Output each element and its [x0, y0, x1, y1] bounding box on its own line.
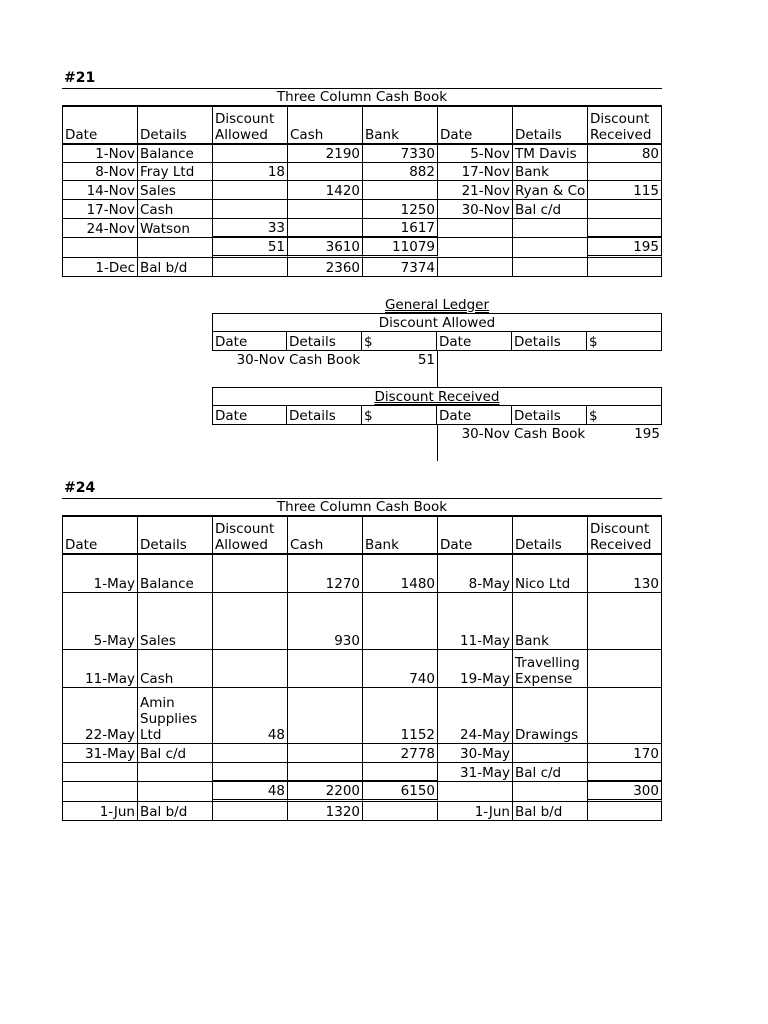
- cb21-bank: [363, 181, 438, 200]
- table-row: [62, 688, 662, 744]
- table-row: [62, 219, 662, 238]
- cb21-header-details-credit: Details: [513, 107, 588, 145]
- cb21-credit-date: 30-Nov: [438, 200, 513, 219]
- cb21-credit-details: Bal c/d: [513, 200, 588, 219]
- cb24-bank: [363, 593, 438, 650]
- cb24-title-row: [62, 498, 662, 517]
- exercise-24-label: #24: [64, 480, 96, 496]
- cb21-discount: [213, 145, 288, 163]
- cb24-total-discount-received: 300: [588, 782, 662, 802]
- cb21-credit-details: TM Davis: [513, 145, 588, 163]
- cb24-credit-details: Nico Ltd: [513, 555, 588, 593]
- cb24-date: 22-May: [62, 688, 138, 744]
- cb24-credit-date: 24-May: [438, 688, 513, 744]
- dr-entry-amount: 195: [634, 426, 660, 442]
- dr-header-details-credit: Details: [512, 406, 587, 425]
- cb24-cash: [288, 744, 363, 763]
- cb21-title: Three Column Cash Book: [62, 88, 662, 107]
- ledger-dr-title-row: [212, 387, 662, 406]
- cb24-credit-details: Travelling Expense: [513, 650, 588, 688]
- cb21-date: 24-Nov: [62, 219, 138, 238]
- cb21-cash: [288, 163, 363, 181]
- cb21-header-date-credit: Date: [438, 107, 513, 145]
- cb24-total-bank: 6150: [363, 782, 438, 802]
- cb24-discount: 48: [213, 688, 288, 744]
- cb21-bank: 1250: [363, 200, 438, 219]
- cb21-title-row: [62, 88, 662, 107]
- cb24-bank: 740: [363, 650, 438, 688]
- table-row: [62, 181, 662, 200]
- cb21-date: 1-Nov: [62, 145, 138, 163]
- dr-header-amount: $: [362, 406, 437, 425]
- cb21-totals-row: [62, 238, 662, 258]
- cb21-details: Watson: [138, 219, 213, 238]
- cb24-cash: [288, 763, 363, 782]
- da-header-amount-credit: $: [587, 332, 662, 351]
- cb21-credit-details: Ryan & Co: [513, 181, 588, 200]
- cb24-credit-details: Bal c/d: [513, 763, 588, 782]
- cb21-credit-discount: [588, 200, 662, 219]
- dr-t-account-divider: [437, 425, 438, 461]
- cb21-bank: 1617: [363, 219, 438, 238]
- da-entry-date: 30-Nov: [236, 352, 285, 368]
- cb21-total-bank: 11079: [363, 238, 438, 258]
- cb24-date: 31-May: [62, 744, 138, 763]
- cb21-discount: 33: [213, 219, 288, 238]
- cb21-header-bank: Bank: [363, 107, 438, 145]
- cb24-credit-discount: [588, 688, 662, 744]
- cb21-discount: [213, 200, 288, 219]
- ledger-title: General Ledger: [384, 297, 490, 313]
- ledger-title-row: [212, 295, 662, 313]
- cb21-header-details: Details: [138, 107, 213, 145]
- cb21-cash: 2190: [288, 145, 363, 163]
- cb24-credit-discount: [588, 650, 662, 688]
- dr-entry-details: Cash Book: [514, 426, 586, 442]
- cb24-balance-cash: 1320: [288, 802, 363, 821]
- table-row: [62, 145, 662, 163]
- cb24-bank: 1480: [363, 555, 438, 593]
- cb24-header-date: Date: [62, 517, 138, 555]
- cb21-header-cash: Cash: [288, 107, 363, 145]
- cb24-discount: [213, 744, 288, 763]
- cb24-details: [138, 763, 213, 782]
- cb24-balance-date: 1-Jun: [62, 802, 138, 821]
- cb21-credit-discount: 80: [588, 145, 662, 163]
- cb24-credit-date: 8-May: [438, 555, 513, 593]
- da-header-details-credit: Details: [512, 332, 587, 351]
- da-header-amount: $: [362, 332, 437, 351]
- cb21-credit-details: Bank: [513, 163, 588, 181]
- table-row: [62, 763, 662, 782]
- cb24-credit-date: 11-May: [438, 593, 513, 650]
- cb24-credit-details: Drawings: [513, 688, 588, 744]
- cb21-credit-details: [513, 219, 588, 238]
- cb24-cash: [288, 688, 363, 744]
- cb24-date: 11-May: [62, 650, 138, 688]
- table-row: [62, 200, 662, 219]
- cb24-details: Balance: [138, 555, 213, 593]
- dr-entry-date: 30-Nov: [461, 426, 510, 442]
- cb24-balance-credit-date: 1-Jun: [438, 802, 513, 821]
- cb21-bank: 7330: [363, 145, 438, 163]
- cb24-details: Amin Supplies Ltd: [138, 688, 213, 744]
- da-entry-details: Cash Book: [289, 352, 361, 368]
- dr-header-date-credit: Date: [437, 406, 512, 425]
- cb24-date: 1-May: [62, 555, 138, 593]
- cb24-credit-discount: [588, 593, 662, 650]
- cb24-details: Bal c/d: [138, 744, 213, 763]
- cb21-credit-date: 21-Nov: [438, 181, 513, 200]
- cb24-credit-date: 19-May: [438, 650, 513, 688]
- cb21-total-discount: 51: [213, 238, 288, 258]
- cb21-credit-date: 17-Nov: [438, 163, 513, 181]
- cb24-header-discount-allowed: Discount Allowed: [213, 517, 288, 555]
- cb24-bank: [363, 763, 438, 782]
- cb24-header-details: Details: [138, 517, 213, 555]
- cb24-credit-date: 31-May: [438, 763, 513, 782]
- table-row: [62, 163, 662, 181]
- cb21-cash: [288, 200, 363, 219]
- cb21-header-discount-allowed: Discount Allowed: [213, 107, 288, 145]
- da-entry-amount: 51: [417, 352, 435, 368]
- cb24-balance-row: [62, 802, 662, 821]
- cb21-details: Fray Ltd: [138, 163, 213, 181]
- cb24-header-discount-received: Discount Received: [588, 517, 662, 555]
- ledger-da-header-row: [212, 332, 662, 351]
- cb24-date: 5-May: [62, 593, 138, 650]
- cb21-date: 17-Nov: [62, 200, 138, 219]
- cb24-cash: 930: [288, 593, 363, 650]
- cb21-details: Balance: [138, 145, 213, 163]
- cb21-header-discount-received: Discount Received: [588, 107, 662, 145]
- da-header-details: Details: [287, 332, 362, 351]
- cb24-date: [62, 763, 138, 782]
- dr-header-amount-credit: $: [587, 406, 662, 425]
- table-row: [62, 593, 662, 650]
- cb24-discount: [213, 555, 288, 593]
- cb21-total-discount-received: 195: [588, 238, 662, 258]
- cb21-cash: 1420: [288, 181, 363, 200]
- cb21-date: 8-Nov: [62, 163, 138, 181]
- cb24-details: Sales: [138, 593, 213, 650]
- cb24-total-discount: 48: [213, 782, 288, 802]
- cb21-credit-date: 5-Nov: [438, 145, 513, 163]
- table-row: [62, 650, 662, 688]
- cb21-balance-row: [62, 258, 662, 277]
- ledger-dr-header-row: [212, 406, 662, 425]
- cb21-cash: [288, 219, 363, 238]
- cb24-header-bank: Bank: [363, 517, 438, 555]
- cb24-cash: [288, 650, 363, 688]
- cb21-balance-date: 1-Dec: [62, 258, 138, 277]
- dr-header-details: Details: [287, 406, 362, 425]
- cb24-title: Three Column Cash Book: [62, 498, 662, 517]
- cb24-discount: [213, 763, 288, 782]
- cb24-bank: 1152: [363, 688, 438, 744]
- cb21-balance-cash: 2360: [288, 258, 363, 277]
- cb21-header-row: [62, 107, 662, 145]
- ledger-da-title-row: [212, 313, 662, 332]
- cb24-discount: [213, 593, 288, 650]
- cb21-discount: [213, 181, 288, 200]
- cb21-total-cash: 3610: [288, 238, 363, 258]
- table-row: [62, 744, 662, 763]
- cb21-bank: 882: [363, 163, 438, 181]
- discount-received-title: Discount Received: [212, 387, 662, 406]
- cb24-credit-discount: [588, 763, 662, 782]
- cb21-balance-details: Bal b/d: [138, 258, 213, 277]
- cb21-credit-discount: [588, 219, 662, 238]
- cb24-credit-discount: 130: [588, 555, 662, 593]
- cb24-credit-date: 30-May: [438, 744, 513, 763]
- cb21-credit-discount: [588, 163, 662, 181]
- cb21-balance-bank: 7374: [363, 258, 438, 277]
- discount-allowed-title: Discount Allowed: [212, 313, 662, 332]
- cb21-credit-discount: 115: [588, 181, 662, 200]
- cb24-header-details-credit: Details: [513, 517, 588, 555]
- cb24-totals-row: [62, 782, 662, 802]
- table-row: [62, 555, 662, 593]
- cb24-details: Cash: [138, 650, 213, 688]
- dr-header-date: Date: [212, 406, 287, 425]
- cb24-balance-credit-details: Bal b/d: [513, 802, 588, 821]
- cb24-credit-details: [513, 744, 588, 763]
- exercise-21-label: #21: [64, 70, 96, 86]
- cb24-credit-discount: 170: [588, 744, 662, 763]
- cb24-total-cash: 2200: [288, 782, 363, 802]
- cb24-bank: 2778: [363, 744, 438, 763]
- cb24-balance-details: Bal b/d: [138, 802, 213, 821]
- cb21-discount: 18: [213, 163, 288, 181]
- cb24-header-row: [62, 517, 662, 555]
- cb24-header-cash: Cash: [288, 517, 363, 555]
- cb24-discount: [213, 650, 288, 688]
- cb21-details: Sales: [138, 181, 213, 200]
- cb21-details: Cash: [138, 200, 213, 219]
- cb24-header-date-credit: Date: [438, 517, 513, 555]
- cb21-header-date: Date: [62, 107, 138, 145]
- cb24-credit-details: Bank: [513, 593, 588, 650]
- cb21-credit-date: [438, 219, 513, 238]
- da-t-account-divider: [437, 351, 438, 387]
- cb24-cash: 1270: [288, 555, 363, 593]
- da-header-date: Date: [212, 332, 287, 351]
- da-header-date-credit: Date: [437, 332, 512, 351]
- cb21-date: 14-Nov: [62, 181, 138, 200]
